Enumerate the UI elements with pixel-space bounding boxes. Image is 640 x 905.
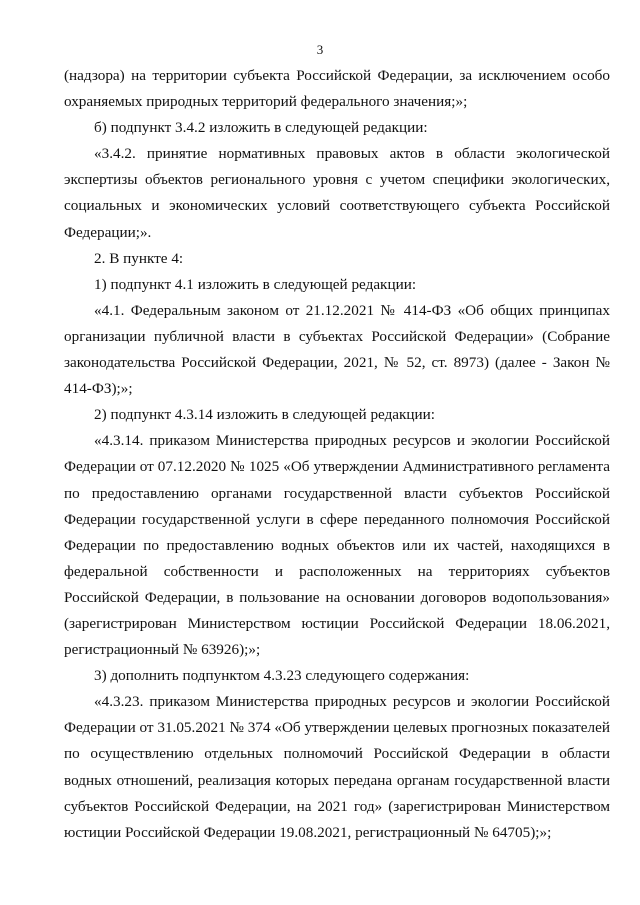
paragraph-point-4: 2. В пункте 4: — [94, 249, 184, 267]
paragraph-quote-4-1: «4.1. Федеральным законом от 21.12.2021 № 414-ФЗ «Об общих принципах организации публичной власти в субъектах Российской Федерации» (Собрание законодательства Российской Федерации, 2021, № 52, ст. 8973) (далее - Закон № 414-ФЗ);»; — [64, 301, 610, 398]
page-number: 3 — [316, 42, 324, 57]
paragraph-quote-4-3-14: «4.3.14. приказом Министерства природных ресурсов и экологии Российской Федерации от 07.12.2020 № 1025 «Об утверждении Административного регламента по предоставлению органами государственной власти субъектов Российской Федерации государственной услуги в сфере переданного полномочия Российской Федерации по предоставлению водных объектов или их частей, находящихся в федеральной собственности и расположенных на территориях субъектов Российской Федерации, в пользование на основании договоров водопользования» (зарегистрирован Министерством юстиции Российской Федерации 18.06.2021, регистрационный № 63926);»; — [64, 432, 610, 659]
paragraph-item-2: 2) подпункт 4.3.14 изложить в следующей редакции: — [94, 406, 436, 424]
paragraph-item-3: 3) дополнить подпунктом 4.3.23 следующего содержания: — [94, 667, 470, 685]
document-body — [64, 63, 610, 846]
paragraph-continuation: (надзора) на территории субъекта Российской Федерации, за исключением особо охраняемых природных территорий федерального значения;»; — [64, 67, 610, 111]
paragraph-quote-3-4-2: «3.4.2. принятие нормативных правовых актов в области экологической экспертизы объектов регионального уровня с учетом специфики экологических, социальных и экономических условий соответствующего субъекта Российской Федерации;». — [64, 145, 610, 241]
paragraph-item-6: б) подпункт 3.4.2 изложить в следующей редакции: — [94, 119, 428, 137]
paragraph-item-1: 1) подпункт 4.1 изложить в следующей редакции: — [94, 275, 417, 293]
paragraph-quote-4-3-23: «4.3.23. приказом Министерства природных ресурсов и экологии Российской Федерации от 31.05.2021 № 374 «Об утверждении целевых прогнозных показателей по осуществлению отдельных полномочий Российской Федерации в области водных отношений, реализация которых передана органам государственной власти субъектов Российской Федерации, на 2021 год» (зарегистрирован Министерством юстиции Российской Федерации 19.08.2021, регистрационный № 64705);»; — [64, 693, 610, 841]
